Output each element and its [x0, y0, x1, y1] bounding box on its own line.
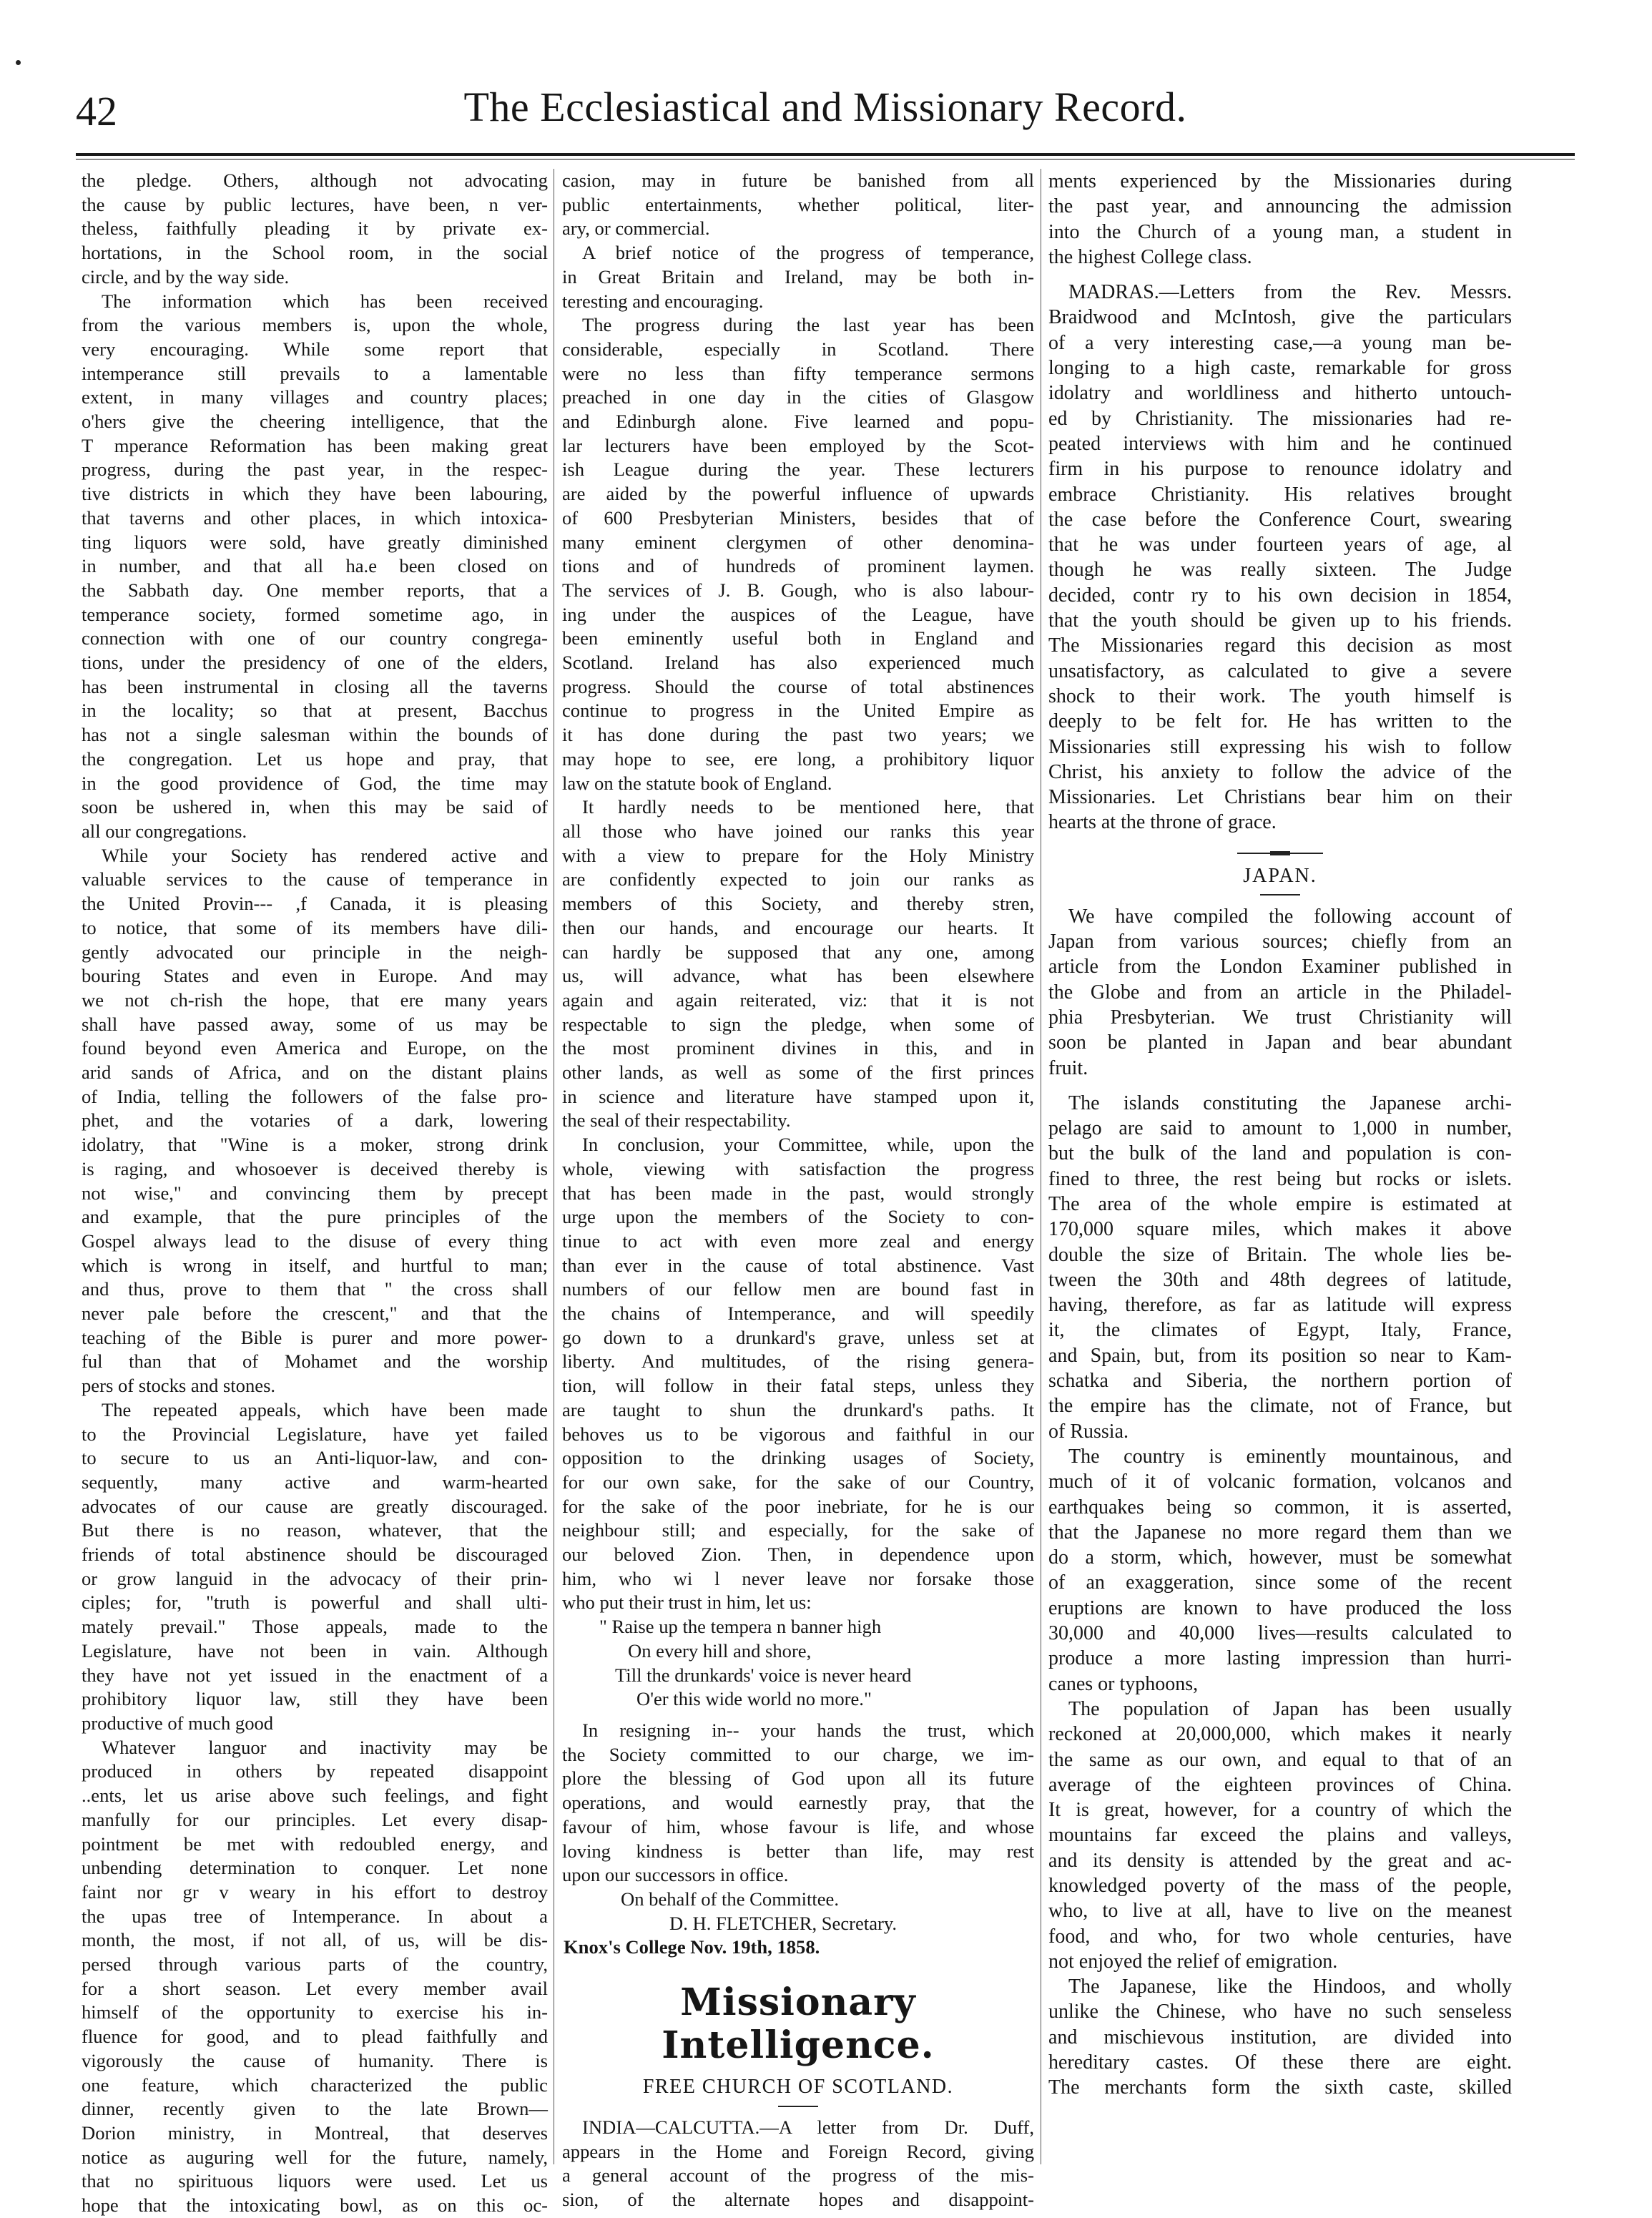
text-line: urge upon the members of the Society to con-	[562, 1206, 1034, 1228]
text-line: are taught to shun the drunkard's paths. It	[562, 1398, 1034, 1420]
text-line: sion, of the alternate hopes and disappoint-	[562, 2189, 1034, 2211]
column-1-text	[82, 169, 548, 2218]
text-line: phia Presbyterian. We trust Christianity will	[1048, 1006, 1512, 1029]
text-line: law on the statute book of England.	[562, 772, 832, 794]
text-line: that no spirituous liquors were used. Let us	[82, 2170, 548, 2192]
signature-date: Knox's College Nov. 19th, 1858.	[564, 1936, 820, 1958]
text-line: has been instrumental in closing all the taverns	[82, 675, 548, 697]
text-line: Japan from various sources; chiefly from an	[1048, 931, 1512, 953]
text-line: found beyond even America and Europe, on the	[82, 1037, 548, 1059]
text-line: deeply to be felt for. He has written to the	[1048, 710, 1512, 733]
text-line: pelago are said to amount to 1,000 in number,	[1048, 1117, 1512, 1140]
text-line: though he was really sixteen. The Judge	[1048, 559, 1512, 582]
text-line: liberty. And multitudes, of the rising genera-	[562, 1350, 1034, 1373]
text-line: appears in the Home and Foreign Record, giving	[562, 2140, 1034, 2162]
text-line: it, the climates of Egypt, Italy, France,	[1048, 1319, 1512, 1342]
text-line: the United Provin--- ,f Canada, it is pleasing	[82, 893, 548, 915]
text-line: mountains far exceed the plains and valleys,	[1048, 1824, 1512, 1847]
text-line: that he was under fourteen years of age, al	[1048, 534, 1512, 556]
text-line: connection with one of our country congrega-	[82, 627, 548, 649]
text-line: one feature, which characterized the public	[82, 2074, 548, 2096]
text-line: than ever in the cause of total abstinence. Vast	[562, 1254, 1034, 1276]
text-line: schatka and Siberia, the northern portion of	[1048, 1370, 1512, 1393]
text-line: produced in others by repeated disappoint	[82, 1760, 548, 1782]
text-line: The country is eminently mountainous, and	[1068, 1445, 1512, 1468]
text-line: friends of total abstinence should be discouraged	[82, 1544, 548, 1566]
column-2-text-c	[562, 2116, 1034, 2212]
signature-secretary: D. H. FLETCHER, Secretary.	[669, 1912, 898, 1934]
text-line: from the various members is, upon the whole,	[82, 314, 548, 336]
text-line: public entertainments, whether political, liter-	[562, 193, 1034, 215]
text-line: the Society committed to our charge, we im-	[562, 1743, 1034, 1765]
text-line: neighbour still; and especially, for the sake of	[562, 1519, 1034, 1541]
text-line: valuable services to the cause of temperance in	[82, 868, 548, 890]
text-line: Christ, his anxiety to follow the advice of the	[1048, 760, 1512, 783]
text-line: in Great Britain and Ireland, may be both in-	[562, 265, 1034, 288]
text-line: were no less than fifty temperance sermons	[562, 362, 1034, 384]
text-line: double the size of Britain. The whole lies be-	[1048, 1243, 1512, 1266]
text-line: whole, viewing with satisfaction the progress	[562, 1157, 1034, 1179]
japan-heading: JAPAN.	[1243, 864, 1317, 887]
text-line: manfully for our principles. Let every disap-	[82, 1808, 548, 1830]
text-line: the same as our own, and equal to that of an	[1048, 1748, 1512, 1771]
text-line: lar lecturers have been employed by the Scot-	[562, 434, 1034, 456]
text-line: that taverns and other places, in which intoxica-	[82, 506, 548, 529]
text-line: in number, and that all ha.e been closed on	[82, 555, 548, 577]
text-line: prohibitory liquor law, still they have been	[82, 1688, 548, 1710]
text-line: o'hers give the cheering intelligence, that the	[82, 411, 548, 433]
text-line: pers of stocks and stones.	[82, 1375, 276, 1397]
text-line: ary, or commercial.	[562, 217, 710, 240]
text-line: knowledged poverty of the mass of the people,	[1048, 1875, 1512, 1897]
text-line: they have not yet issued in the enactment of a	[82, 1664, 548, 1686]
text-line: While your Society has rendered active and	[102, 844, 548, 866]
text-line: ..ents, let us arise above such feelings, and fight	[82, 1785, 548, 1807]
text-line: continue to progress in the United Empire as	[562, 700, 1034, 722]
text-line: reckoned at 20,000,000, which makes it nearly	[1048, 1723, 1512, 1746]
text-line: gently advocated our principle in the neigh-	[82, 941, 548, 963]
text-line: The islands constituting the Japanese archi-	[1068, 1091, 1512, 1114]
text-line: to notice, that some of its members have dili-	[82, 916, 548, 938]
text-line: considerable, especially in Scotland. There	[562, 338, 1034, 360]
text-line: the upas tree of Intemperance. In about a	[82, 1905, 548, 1927]
text-line: the Sabbath day. One member reports, that a	[82, 579, 548, 601]
text-line: arid sands of Africa, and on the distant plains	[82, 1061, 548, 1084]
text-line: it has done during the past two years; we	[562, 724, 1034, 746]
text-line: many eminent clergymen of other denomina-	[562, 531, 1034, 553]
page-header	[76, 84, 1575, 140]
text-line: The area of the whole empire is estimated at	[1048, 1192, 1512, 1215]
ornament-rule	[1237, 851, 1323, 855]
text-line: dinner, recently given to the late Brown—	[82, 2098, 548, 2120]
text-line: of an exaggeration, since some of the recent	[1048, 1571, 1512, 1594]
text-line: month, the most, if not all, of us, will be dis-	[82, 1929, 548, 1951]
free-church-heading: FREE CHURCH OF SCOTLAND.	[642, 2076, 954, 2099]
text-line: the case before the Conference Court, swearing	[1048, 508, 1512, 531]
text-line: In resigning in-- your hands the trust, which	[582, 1719, 1034, 1741]
text-line: The population of Japan has been usually	[1068, 1697, 1512, 1720]
text-line: phet, and the votaries of a dark, lowering	[82, 1109, 548, 1132]
text-line: other lands, as well as some of the first princes	[562, 1061, 1034, 1084]
section-rule	[778, 2106, 818, 2107]
text-line: all our congregations.	[82, 820, 247, 842]
text-line: and Spain, but, from its position so near to Kam-	[1048, 1344, 1512, 1367]
text-line: to the Provincial Legislature, have yet failed	[82, 1423, 548, 1445]
text-line: We have compiled the following account of	[1068, 905, 1512, 928]
text-line: that the Japanese no more regard them than we	[1048, 1521, 1512, 1544]
column-3	[1048, 169, 1512, 2172]
text-line: Scotland. Ireland has also experienced much	[562, 652, 1034, 674]
text-line: article from the London Examiner published in	[1048, 956, 1512, 978]
text-line: A brief notice of the progress of temperance,	[582, 242, 1034, 264]
text-line: fluence for good, and to plead faithfully and	[82, 2026, 548, 2048]
text-line: longing to a high caste, remarkable for gross	[1048, 357, 1512, 380]
page-number: 42	[76, 88, 117, 134]
text-line: ting liquors were sold, have greatly diminished	[82, 531, 548, 553]
signature-line: On behalf of the Committee.	[621, 1888, 840, 1910]
text-line: for our own sake, for the sake of our Country,	[562, 1471, 1034, 1493]
text-line: not wise," and convincing them by precept	[82, 1182, 548, 1204]
text-line: opposition to the drinking usages of Society,	[562, 1447, 1034, 1469]
section-rule	[1260, 894, 1300, 895]
text-line: the pledge. Others, although not advocating	[82, 170, 548, 191]
text-line: Braidwood and McIntosh, give the particulars	[1048, 306, 1512, 329]
text-line: T mperance Reformation has been making great	[82, 434, 548, 456]
text-line: but the bulk of the land and population is con-	[1048, 1142, 1512, 1165]
text-line: average of the eighteen provinces of China.	[1048, 1773, 1512, 1796]
text-line: the most prominent divines in this, and in	[562, 1037, 1034, 1059]
text-line: productive of much good	[82, 1712, 274, 1734]
column-3-text-b	[1048, 904, 1512, 2101]
text-line: plore the blessing of God upon all its future	[562, 1767, 1034, 1790]
text-line: very encouraging. While some report that	[82, 338, 548, 360]
text-line: members of this Society, and thereby stren,	[562, 893, 1034, 915]
text-line: loving kindness is better than life, may rest	[562, 1840, 1034, 1862]
text-line: the empire has the climate, not of France, but	[1048, 1395, 1512, 1418]
text-line: all those who have joined our ranks this year	[562, 820, 1034, 842]
text-line: Missionaries. Let Christians bear him on their	[1048, 786, 1512, 809]
text-line: tween the 30th and 48th degrees of latitude,	[1048, 1268, 1512, 1291]
paragraph-gap	[1048, 1081, 1512, 1091]
text-line: in science and literature have stamped upon it,	[562, 1085, 1034, 1107]
text-line: teresting and encouraging.	[562, 290, 764, 312]
text-line: unbending determination to conquer. Let none	[82, 1857, 548, 1879]
text-line: for a short season. Let every member avail	[82, 1977, 548, 1999]
text-line: of 600 Presbyterian Ministers, besides that of	[562, 506, 1034, 529]
running-head: The Ecclesiastical and Missionary Record.	[463, 84, 1187, 130]
text-line: The services of J. B. Gough, who is also labour-	[562, 579, 1034, 601]
text-line: tions, under the presidency of one of the elders,	[82, 652, 548, 674]
text-line: tinue to act with even more zeal and energy	[562, 1230, 1034, 1252]
text-line: do a storm, which, however, must be somewhat	[1048, 1546, 1512, 1569]
text-line: and mischievous institution, are divided into	[1048, 2026, 1512, 2048]
text-line: earthquakes being so common, it is asserted,	[1048, 1496, 1512, 1518]
text-line: tions and of hundreds of prominent laymen.	[562, 555, 1034, 577]
text-line: Gospel always lead to the disuse of every thing	[82, 1230, 548, 1252]
text-line: Legislature, have not been in vain. Although	[82, 1639, 548, 1662]
text-line: operations, and would earnestly pray, that the	[562, 1792, 1034, 1814]
text-line: But there is no reason, whatever, that the	[82, 1519, 548, 1541]
text-line: Whatever languor and inactivity may be	[102, 1736, 548, 1758]
text-line: who, to live at all, have to live on the meanest	[1048, 1900, 1512, 1923]
text-line: hope that the intoxicating bowl, as on this oc-	[82, 2194, 548, 2217]
text-line: much of it of volcanic formation, volcanos and	[1048, 1471, 1512, 1493]
text-line: preached in one day in the cities of Glasgow	[562, 386, 1034, 408]
header-rule-thin	[76, 159, 1575, 160]
text-line: that the youth should be given up to his friends.	[1048, 609, 1512, 632]
text-line: The progress during the last year has been	[582, 314, 1034, 336]
text-line: ciples; for, "truth is powerful and shall ulti-	[82, 1591, 548, 1614]
text-line: upon our successors in office.	[562, 1864, 789, 1886]
text-line: food, and who, for two whole centuries, have	[1048, 1925, 1512, 1948]
text-line: unlike the Chinese, who have no such senseless	[1048, 2001, 1512, 2023]
text-line: 170,000 square miles, which makes it above	[1048, 1218, 1512, 1241]
text-line: extent, in many villages and country places;	[82, 386, 548, 408]
text-line: canes or typhoons,	[1048, 1672, 1199, 1695]
text-line: INDIA—CALCUTTA.—A letter from Dr. Duff,	[582, 2116, 1034, 2139]
text-line: fruit.	[1048, 1056, 1088, 1079]
poem-line: " Raise up the tempera n banner high	[599, 1616, 882, 1638]
text-line: that has been made in the past, would strongly	[562, 1182, 1034, 1204]
text-line: the chains of Intemperance, and will speedily	[562, 1302, 1034, 1325]
text-line: The Japanese, like the Hindoos, and wholly	[1068, 1976, 1512, 1998]
text-line: or grow languid in the advocacy of their prin-	[82, 1567, 548, 1589]
text-line: It hardly needs to be mentioned here, that	[582, 796, 1034, 818]
text-line: eruptions are known to have produced the loss	[1048, 1596, 1512, 1619]
column-2-text-a	[562, 169, 1034, 1615]
text-line: decided, contr ry to his own decision in 1854,	[1048, 584, 1512, 607]
text-line: temperance society, formed sometime ago, in	[82, 603, 548, 625]
text-line: ing under the auspices of the League, have	[562, 603, 1034, 625]
text-line: numbers of our fellow men are bound fast in	[562, 1278, 1034, 1300]
text-line: intemperance still prevails to a lamentable	[82, 362, 548, 384]
text-line: hearts at the throne of grace.	[1048, 811, 1277, 834]
text-line: the congregation. Let us hope and pray, that	[82, 747, 548, 770]
text-line: of a very interesting case,—a young man be-	[1048, 331, 1512, 354]
text-line: firm in his purpose to renounce idolatry and	[1048, 458, 1512, 481]
text-line: idolatry, that "Wine is a moker, strong drink	[82, 1134, 548, 1156]
text-line: soon be ushered in, when this may be said of	[82, 796, 548, 818]
text-line: favour of him, whose favour is life, and whose	[562, 1815, 1034, 1837]
text-line: and its density is attended by the great and ac-	[1048, 1849, 1512, 1872]
text-line: mately prevail." Those appeals, made to the	[82, 1616, 548, 1638]
text-line: to secure to us an Anti-liquor-law, and con-	[82, 1447, 548, 1469]
column-2-text-b	[562, 1719, 1034, 1888]
text-line: may hope to see, ere long, a prohibitory liquor	[562, 747, 1034, 770]
text-line: the highest College class.	[1048, 245, 1252, 268]
column-3-text-a	[1048, 169, 1512, 835]
text-line: embrace Christianity. His relatives brought	[1048, 483, 1512, 506]
text-line: himself of the opportunity to exercise his in-	[82, 2001, 548, 2023]
text-line: are confidently expected to join our ranks as	[562, 868, 1034, 890]
text-line: produce a more lasting impression than hurri-	[1048, 1647, 1512, 1670]
text-line: unsatisfactory, as calculated to give a severe	[1048, 659, 1512, 682]
text-line: which is wrong in itself, and hurtful to man;	[82, 1254, 548, 1276]
text-line: fined to three, the rest being but rocks or islets.	[1048, 1167, 1512, 1190]
text-line: theless, faithfully pleading it by private ex-	[82, 217, 548, 240]
text-line: never pale before the crescent," and that the	[82, 1302, 548, 1325]
text-line: then our hands, and encourage our hearts. It	[562, 916, 1034, 938]
text-line: tive districts in which they have been labouring,	[82, 483, 548, 505]
text-line: tion, will follow in their fatal steps, unless they	[562, 1375, 1034, 1397]
poem-line: Till the drunkards' voice is never heard	[615, 1664, 912, 1686]
text-line: for the sake of the poor inebriate, for he is our	[562, 1495, 1034, 1517]
text-line: behoves us to be vigorous and faithful in our	[562, 1423, 1034, 1445]
text-line: of India, telling the followers of the false pro-	[82, 1085, 548, 1107]
text-line: and Edinburgh alone. Five learned and popu-	[562, 411, 1034, 433]
text-line: idolatry and worldliness and hitherto untouch-	[1048, 382, 1512, 405]
text-line: been eminently useful both in England and	[562, 627, 1034, 649]
text-line: MADRAS.—Letters from the Rev. Messrs.	[1068, 281, 1512, 304]
text-line: has not a single salesman within the bounds of	[82, 724, 548, 746]
text-line: The repeated appeals, which have been made	[102, 1398, 548, 1420]
header-rule	[76, 153, 1575, 156]
text-line: hortations, in the School room, in the social	[82, 242, 548, 264]
text-line: progress, during the past year, in the respec-	[82, 458, 548, 481]
text-line: respectable to sign the pledge, when some of	[562, 1013, 1034, 1035]
column-2	[562, 169, 1034, 2211]
text-line: not enjoyed the relief of emigration.	[1048, 1950, 1338, 1973]
temperance-poem	[562, 1615, 1034, 1712]
text-line: pointment be met with redoubled energy, and	[82, 1832, 548, 1855]
text-line: The merchants form the sixth caste, skilled	[1048, 2076, 1512, 2099]
text-line: who put their trust in him, let us:	[562, 1591, 812, 1614]
text-line: The Missionaries regard this decision as most	[1048, 634, 1512, 657]
text-line: us, will advance, what has been elsewhere	[562, 965, 1034, 987]
poem-line: O'er this wide world no more."	[636, 1688, 872, 1710]
text-line: ed by Christianity. The missionaries had re-	[1048, 407, 1512, 430]
text-line: It is great, however, for a country of which the	[1048, 1799, 1512, 1822]
text-line: soon be planted in Japan and bear abundant	[1048, 1031, 1512, 1054]
text-line: progress. Should the course of total abstinences	[562, 675, 1034, 697]
text-line: are aided by the powerful influence of upwards	[562, 483, 1034, 505]
text-line: and example, that the pure principles of the	[82, 1206, 548, 1228]
text-line: him, who wi l never leave nor forsake those	[562, 1567, 1034, 1589]
column-1	[82, 169, 548, 2217]
text-line: is raging, and whosoever is deceived thereby is	[82, 1157, 548, 1179]
text-line: the seal of their respectability.	[562, 1109, 791, 1132]
text-line: The information which has been received	[102, 290, 548, 312]
paragraph-gap	[1048, 270, 1512, 280]
text-line: faint nor gr v weary in his effort to destroy	[82, 1880, 548, 1903]
text-line: into the Church of a young man, a student in	[1048, 220, 1512, 243]
stray-ink-dot	[16, 60, 21, 65]
text-line: the cause by public lectures, have been, n ver-	[82, 193, 548, 215]
text-line: Missionaries still expressing his wish to follow	[1048, 735, 1512, 758]
text-line: of Russia.	[1048, 1420, 1129, 1443]
text-line: again and again reiterated, viz: that it is not	[562, 988, 1034, 1011]
text-line: vigorously the cause of humanity. There is	[82, 2049, 548, 2071]
text-line: Dorion ministry, in Montreal, that deserves	[82, 2121, 548, 2144]
text-line: in the good providence of God, the time may	[82, 772, 548, 794]
text-line: persed through various parts of the country,	[82, 1953, 548, 1976]
text-line: notice as auguring well for the future, namely,	[82, 2146, 548, 2168]
text-line: ments experienced by the Missionaries during	[1048, 170, 1512, 192]
text-line: shall have passed away, some of us may be	[82, 1013, 548, 1035]
text-line: sequently, many active and warm-hearted	[82, 1471, 548, 1493]
text-line: advocates of our cause are greatly discouraged.	[82, 1495, 548, 1517]
text-line: the past year, and announcing the admission	[1048, 195, 1512, 218]
text-line: ful than that of Mohamet and the worship	[82, 1350, 548, 1373]
text-line: hereditary castes. Of these there are eight.	[1048, 2051, 1512, 2074]
text-line: teaching of the Bible is purer and more power-	[82, 1326, 548, 1348]
text-line: our beloved Zion. Then, in dependence upon	[562, 1544, 1034, 1566]
text-line: bouring States and even in Europe. And may	[82, 965, 548, 987]
text-line: circle, and by the way side.	[82, 265, 290, 288]
text-line: can hardly be supposed that any one, among	[562, 941, 1034, 963]
text-line: casion, may in future be banished from all	[562, 170, 1034, 191]
text-line: a general account of the progress of the mis-	[562, 2164, 1034, 2187]
text-line: peated interviews with him and he continued	[1048, 432, 1512, 455]
text-line: with a view to prepare for the Holy Ministry	[562, 844, 1034, 866]
poem-line: On every hill and shore,	[628, 1639, 812, 1662]
missionary-intelligence-title: Missionary Intelligence.	[662, 1981, 935, 2068]
text-line: ish League during the year. These lecturers	[562, 458, 1034, 481]
text-line: shock to their work. The youth himself is	[1048, 684, 1512, 707]
text-line: go down to a drunkard's grave, unless set at	[562, 1326, 1034, 1348]
text-line: the Globe and from an article in the Philadel-	[1048, 981, 1512, 1004]
text-line: and thus, prove to them that " the cross shall	[82, 1278, 548, 1300]
text-line: In conclusion, your Committee, while, upon the	[582, 1134, 1034, 1156]
text-line: 30,000 and 40,000 lives—results calculated to	[1048, 1622, 1512, 1645]
text-line: we not ch-rish the hope, that ere many years	[82, 988, 548, 1011]
text-line: in the locality; so that at present, Bacchus	[82, 700, 548, 722]
text-line: having, therefore, as far as latitude will express	[1048, 1294, 1512, 1317]
